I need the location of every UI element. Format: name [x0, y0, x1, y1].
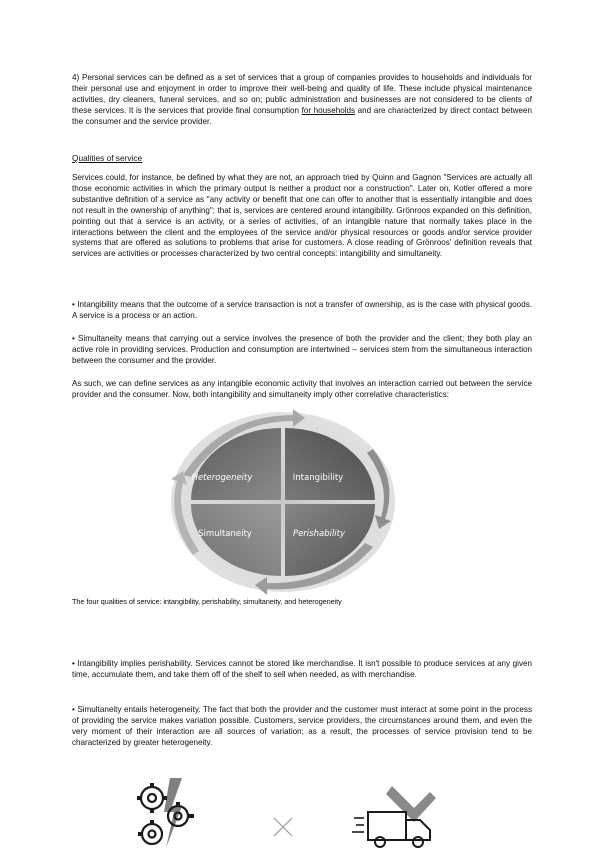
definition-paragraph: Services could, for instance, be defined by what they are not, an approach tried by Quinn and Gagnon "Services are actually all those economic activities in which the primary output is neither a product nor a construction". Later on, Kotler offered a more substantive definition of a service as "any activity or benefit that one can offer to another that is essentially intangible and does not result in the ownership of anything"; that is, services are centered around intangibility. Grönroos expanded on this definition, pointing out that a service is an activity, or a series of activities, of an intangible nature that normally takes place in the interactions between the client and the employees of the service and/or physical resources or goods and/or service provider systems that are offered as solutions to problems that arise for customers. A close reading of Grönroos' definition reveals that services are activities or processes characterized by two central concepts: intangibility and simultaneity.: [72, 173, 532, 259]
para1-text-end: and are characterized by direct contact between the consumer and the service provider.: [72, 105, 532, 126]
label-intangibility: Intangibility: [292, 473, 344, 483]
label-simultaneity: Simultaneity: [198, 529, 252, 539]
para1-text: 4) Personal services can be defined as a set of services that a group of companies provides to households and individuals for their personal use and enjoyment in order to improve their well-being and quality of life. These include physical maintenance activities, dry cleaners, funeral services, and so on; public administration and businesses are not considered to be clients of these services. It is the services that provide final consumption: [72, 73, 532, 115]
label-perishability: Perishability: [292, 529, 346, 539]
diagram-caption: The four qualities of service: intangibility, perishability, simultaneity, and heterogeneity: [72, 597, 342, 606]
perishability-bullet: • Intangibility implies perishability. Services cannot be stored like merchandise. It isn't possible to produce services at any given time, accumulate them, and take them off of the shelf to sell when needed, as with merchandise.: [72, 659, 532, 679]
delivery-truck-icon: [352, 778, 438, 848]
cycle-ring: [171, 412, 395, 592]
qualities-cycle-diagram: [163, 407, 403, 597]
times-icon: [272, 816, 294, 838]
households-underline: for households: [301, 105, 356, 115]
services-definition-paragraph: As such, we can define services as any intangible economic activity that involves an interaction carried out between the service provider and the consumer. Now, both intangibility and simultaneity imply other correlative characteristics:: [72, 379, 532, 399]
label-heterogeneity: Heterogeneity: [191, 473, 253, 483]
intangibility-bullet: • Intangibility means that the outcome of a service transaction is not a transfer of ownership, as is the case with physical goods. A service is a process or an action.: [72, 300, 532, 320]
gears-icon: [132, 772, 196, 848]
personal-services-paragraph: [72, 73, 532, 128]
heterogeneity-bullet: • Simultaneity entails heterogeneity. The fact that both the provider and the customer must interact at some point in the process of providing the service makes variation possible. Customers, service providers, the circumstances around them, and even the very moment of their interaction are all sources of variation; as a result, the processes of service provision tend to be characterized by greater heterogeneity.: [72, 705, 532, 747]
simultaneity-bullet: • Simultaneity means that carrying out a service involves the presence of both the provider and the client; they both play an active role in providing services. Production and consumption are intertwined – services stem from the simultaneous interaction between the consumer and the provider.: [72, 334, 532, 365]
section-heading: Qualities of service: [72, 153, 143, 163]
